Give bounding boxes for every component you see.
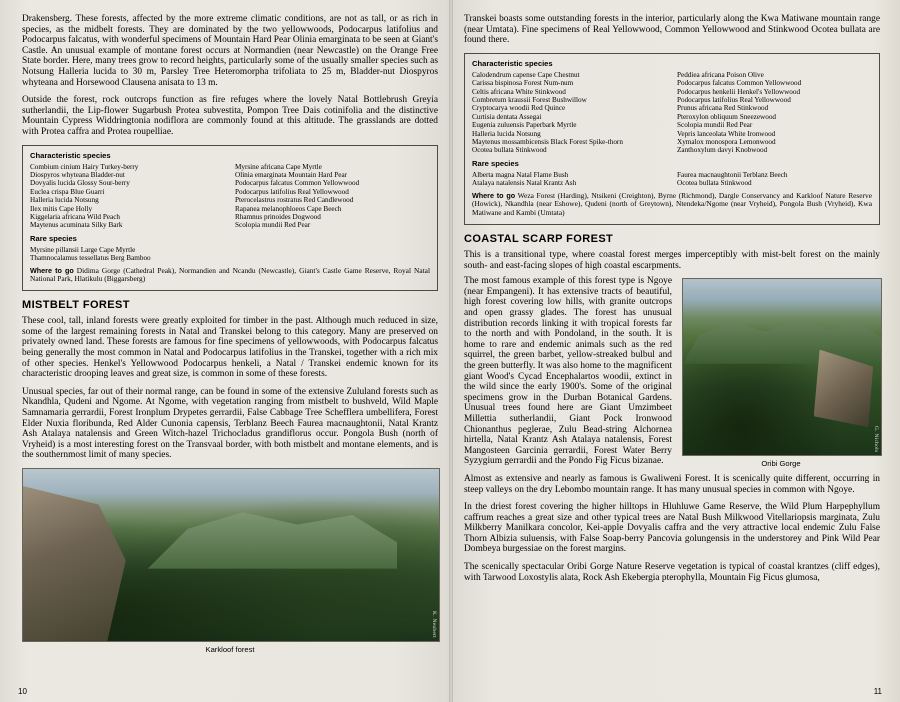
- photo-credit: G. Nichols: [873, 425, 879, 453]
- page-number-left: 10: [18, 687, 27, 696]
- species-item: Ocotea bullata Stinkwood: [472, 146, 547, 155]
- characteristic-species-col-left: [30, 163, 225, 230]
- photo-caption: Karkloof forest: [205, 644, 255, 654]
- species-item: Peddiea africana Poison Olive: [677, 70, 764, 79]
- species-box-mistbelt: [464, 53, 880, 225]
- species-item: Olinia emarginata Mountain Hard Pear: [235, 170, 348, 179]
- characteristic-species-col-left: [472, 71, 667, 155]
- species-item: Podocarpus falcatus Common Yellowwood: [235, 179, 360, 188]
- paragraph: The most famous example of this forest type is Ngoye (near Empangeni). It has extensive tracts of beautiful, high forest covering low hills, with granite outcrops and open grassy glades. The forest has unusual distribution records linking it with tropical forests far to the north and with Pondoland, in the south. It is home to rare and endemic animals such as the red squirrel, the green barbet, yellow-streaked bulbul and the green butterfly. It was also home to the magnificent giant Wood's Cycad Encephalartos woodii, extinct in the wild since the early 1900's. Some of the original specimens grow in the Durban Botanical Gardens. Unusual trees found here are Giant Umzimbeet Millettia sutherlandii, Giant Pock Ironwood Chionanthus peglerae, Zulu Bead-string Alchornea hirtella, Natal Krantz Ash Atalaya natalensis, Forest Mangosteen Garcinia gerrardii, Forest Water Berry Syzygium gerrardii and the Pondo Fig Ficus bizanae.: [464, 276, 672, 467]
- characteristic-species-col-right: [235, 163, 430, 230]
- species-item: Celtis africana White Stinkwood: [472, 87, 566, 96]
- species-item: Vepris lanceolata White Ironwood: [677, 129, 776, 138]
- species-item: Ilex mitis Cape Holly: [30, 204, 93, 213]
- species-item: Podocarpus latifolius Real Yellowwood: [235, 187, 349, 196]
- where-to-go: [472, 192, 872, 218]
- paragraph: This is a transitional type, where coastal forest merges imperceptibly with mist-belt forest on the mainly south- and east-facing slopes of high coastal escarpments.: [464, 250, 880, 271]
- species-item: Pteroxylon obliquum Sneezewood: [677, 112, 777, 121]
- species-item: Eugenia zuluensis Paperbark Myrtle: [472, 121, 577, 130]
- species-item: Ocotea bullata Stinkwood: [677, 179, 752, 188]
- species-item: Rapanea melanophloeos Cape Beech: [235, 204, 342, 213]
- species-item: Rhamnus prinoides Dogwood: [235, 212, 321, 221]
- species-item: Alberta magna Natal Flame Bush: [472, 170, 569, 179]
- where-to-go-text: Weza Forest (Harding), Ntsikeni (Creighton), Byrne (Richmond), Dargle Conservancy and Karkloof Nature Reserve (Howick), Nkandhla (near Eshowe), Qudeni (north of Greytown), Ntendeka/Ngome (near Vryheid), Pongola Bush (Vryheid), Kwa Matiwane and Kambi (Umtata): [472, 190, 872, 218]
- characteristic-species-heading: Characteristic species: [30, 150, 111, 160]
- paragraph: Unusual species, far out of their normal range, can be found in some of the extensive Zululand forests such as Nkandhla, Qudeni and Ngome. At Ngome, with vegetation ranging from mistbelt to bushveld, Wild Maple Samnamaria gerrardii, Forest Ironplum Drypetes gerrardii, False Cabbage Tree Schefflera umbellifera, Forest Elder Nuxia floribunda, Red Alder Cunonia capensis, Terblanz Beech Faurea macnaughtonii, Natal Krantz Ash Atalaya natalensis and Green Witch-hazel Trichocladus grandiflorus occur. Pongola Bush (north of Vryheid) is a most interesting forest on the Transvaal border, with both mistbelt and montane elements, and is the southernmost limit of many species.: [22, 386, 438, 461]
- photo-oribi-gorge: [682, 278, 882, 456]
- species-item: Diospyros whyteana Bladder-nut: [30, 170, 125, 179]
- photo-karkloof-forest: [22, 468, 440, 642]
- species-item: Combium cinium Hairy Turkey-berry: [30, 162, 139, 171]
- page-number-right: 11: [873, 687, 882, 696]
- species-item: Xymalox monospora Lemonwood: [677, 138, 776, 147]
- photo-ridge-shape: [683, 304, 881, 364]
- species-item: Pterocelastrus rostratus Red Candlewood: [235, 196, 354, 205]
- species-item: Kiggelaria africana Wild Peach: [30, 212, 120, 221]
- species-item: Prunus africana Red Stinkwood: [677, 104, 769, 113]
- where-to-go-label: Where to go: [30, 265, 74, 275]
- species-item: Calodendrum capense Cape Chestnut: [472, 70, 580, 79]
- paragraph: Drakensberg. These forests, affected by the more extreme climatic conditions, are not as tall, or as rich in species, as the midbelt forests. They are dominated by the two yellowwoods, Podocarpus latifolius and Podocarpus falcatus, with wonderful specimens of Mountain Hard Pear Olinia emarginata to be seen at Giant's Castle. An unusual example of montane forest occurs at Normandien (near Newcastle) on the Orange Free State border. Here, many trees grow to record heights, particularly some of the usually smaller species such as Notsung Halleria lucida to 30 m, Parsley Tree Heteromorpha trifoliata to 25 m, Bladder-nut Diospyros whyteana and Horsewood Clausena anisata to 13 m.: [22, 14, 438, 88]
- species-item: Cryptocarya woodii Red Quince: [472, 104, 566, 113]
- species-item: Halleria lucida Notsung: [472, 129, 541, 138]
- paragraph: Almost as extensive and nearly as famous is Gwaliweni Forest. It is scenically quite different, occurring in steep valleys on the dry Lebombo mountain range. It has many unusual species in common with Ngoye.: [464, 473, 880, 495]
- species-item: Thamnocalamus tessellatus Berg Bamboo: [30, 254, 151, 263]
- paragraph: Transkei boasts some outstanding forests in the interior, particularly along the Kwa Matiwane mountain range (near Umtata). Fine specimens of Real Yellowwood, Common Yellowwood and Stinkwood Ocotea bullata are found there.: [464, 14, 880, 46]
- species-item: Halleria lucida Notsung: [30, 196, 99, 205]
- rare-species-heading: Rare species: [472, 158, 519, 168]
- species-item: Scolopia mundii Red Pear: [677, 121, 753, 130]
- rare-species-heading: Rare species: [30, 233, 77, 243]
- rare-species-col-left: [30, 246, 225, 263]
- rare-species-col-right: [677, 171, 872, 188]
- species-item: Carissa bispinosa Forest Num-num: [472, 79, 574, 88]
- book-gutter: [449, 0, 453, 702]
- where-to-go-text: Didima Gorge (Cathedral Peak), Normandien and Ncandu (Newcastle), Giant's Castle Game Reserve, Royal Natal National Park, Hlatikulu (Biggarsberg): [30, 265, 430, 284]
- species-item: Podocarpus falcatus Common Yellowwood: [677, 79, 802, 88]
- rare-species-col-left: [472, 171, 667, 188]
- species-box-montane: [22, 145, 438, 292]
- species-item: Euclea crispa Blue Guarri: [30, 187, 105, 196]
- species-item: Combretum kraussii Forest Bushwillow: [472, 96, 587, 104]
- characteristic-species-heading: Characteristic species: [472, 58, 553, 68]
- species-item: Podocarpus henkelii Henkel's Yellowwood: [677, 87, 801, 96]
- rare-species-col-right: [235, 246, 430, 263]
- species-item: Scolopia mundii Red Pear: [235, 221, 311, 230]
- section-title-mistbelt: MISTBELT FOREST: [22, 299, 130, 312]
- species-item: Dovyalis lucida Glossy Sour-berry: [30, 179, 130, 188]
- species-item: Curtisia dentata Assegai: [472, 112, 542, 121]
- photo-caption: Oribi Gorge: [761, 459, 801, 469]
- paragraph: In the driest forest covering the higher hilltops in Hluhluwe Game Reserve, the Wild Plum Harpephyllum caffrum reaches a great size and other typical trees are Natal Bush Milkwood Vitellariopsis marginata, Zulu Milkberry Manilkara concolor, Kei-apple Dovyalis caffra and the very attractive local endemic Zulu False Thorn Albizia suluensis, with False Soap-berry Pancovia golungensis in the understorey and Pink Wild Pear Dombeya burgessiae on the forest margins.: [464, 502, 880, 555]
- species-item: Atalaya natalensis Natal Krantz Ash: [472, 179, 577, 188]
- where-to-go-label: Where to go: [472, 190, 516, 200]
- species-item: Podocarpus latifolius Real Yellowwood: [677, 96, 791, 104]
- species-item: Zanthoxylum davyi Knobwood: [677, 146, 768, 155]
- paragraph: Outside the forest, rock outcrops function as fire refuges where the lovely Natal Bottlebrush Greyia sutherlandii, the Lip-flower Sugarbush Protea subvestita, Pompon Tree Dais cotinifolia and the distinctive Mountain Cypress Widdringtonia nodiflora are commonly found at this altitude. The grasslands are dotted with Protea caffra and Protea roupelliae.: [22, 95, 438, 137]
- right-page: [450, 0, 900, 702]
- species-item: Myrsine africana Cape Myrtle: [235, 162, 322, 171]
- species-item: Myrsine pillansii Large Cape Myrtle: [30, 245, 136, 254]
- photo-cliff-shape: [23, 486, 131, 641]
- species-item: Maytenus acuminata Silky Bark: [30, 221, 123, 230]
- species-item: Faurea macnaughtonii Terblanz Beech: [677, 170, 788, 179]
- characteristic-species-col-right: [677, 71, 872, 155]
- photo-credit: K. Neubert: [431, 610, 437, 638]
- paragraph: The scenically spectacular Oribi Gorge Nature Reserve vegetation is typical of coastal krantzes (cliff edges), with Tarwood Loxostylis alata, Rock Ash Ekebergia pterophylla, Mountain Fig Ficus glumosa,: [464, 562, 880, 583]
- species-item: Maytenus mossambicensis Black Forest Spike-thorn: [472, 138, 623, 147]
- where-to-go: [30, 267, 430, 285]
- photo-hill-shape: [148, 500, 398, 569]
- paragraph: These cool, tall, inland forests were greatly exploited for timber in the past. Although much reduced in size, some of the largest remaining forests in Natal and Transkei belong to this category. Many are preserved on privately owned land. These forests are famous for fine specimens of yellowwoods, with Podocarpus falcatus being generally the most common in Natal and Podocarpus latifolius in the Transkei, together with a rich mix of other species. Henkel's Yellowwood Podocarpus henkeli, a Natal / Transkei endemic known for its characteristic drooping leaves and great size, is common in some of these forests.: [22, 316, 438, 380]
- section-title-coastal-scarp: COASTAL SCARP FOREST: [464, 233, 614, 246]
